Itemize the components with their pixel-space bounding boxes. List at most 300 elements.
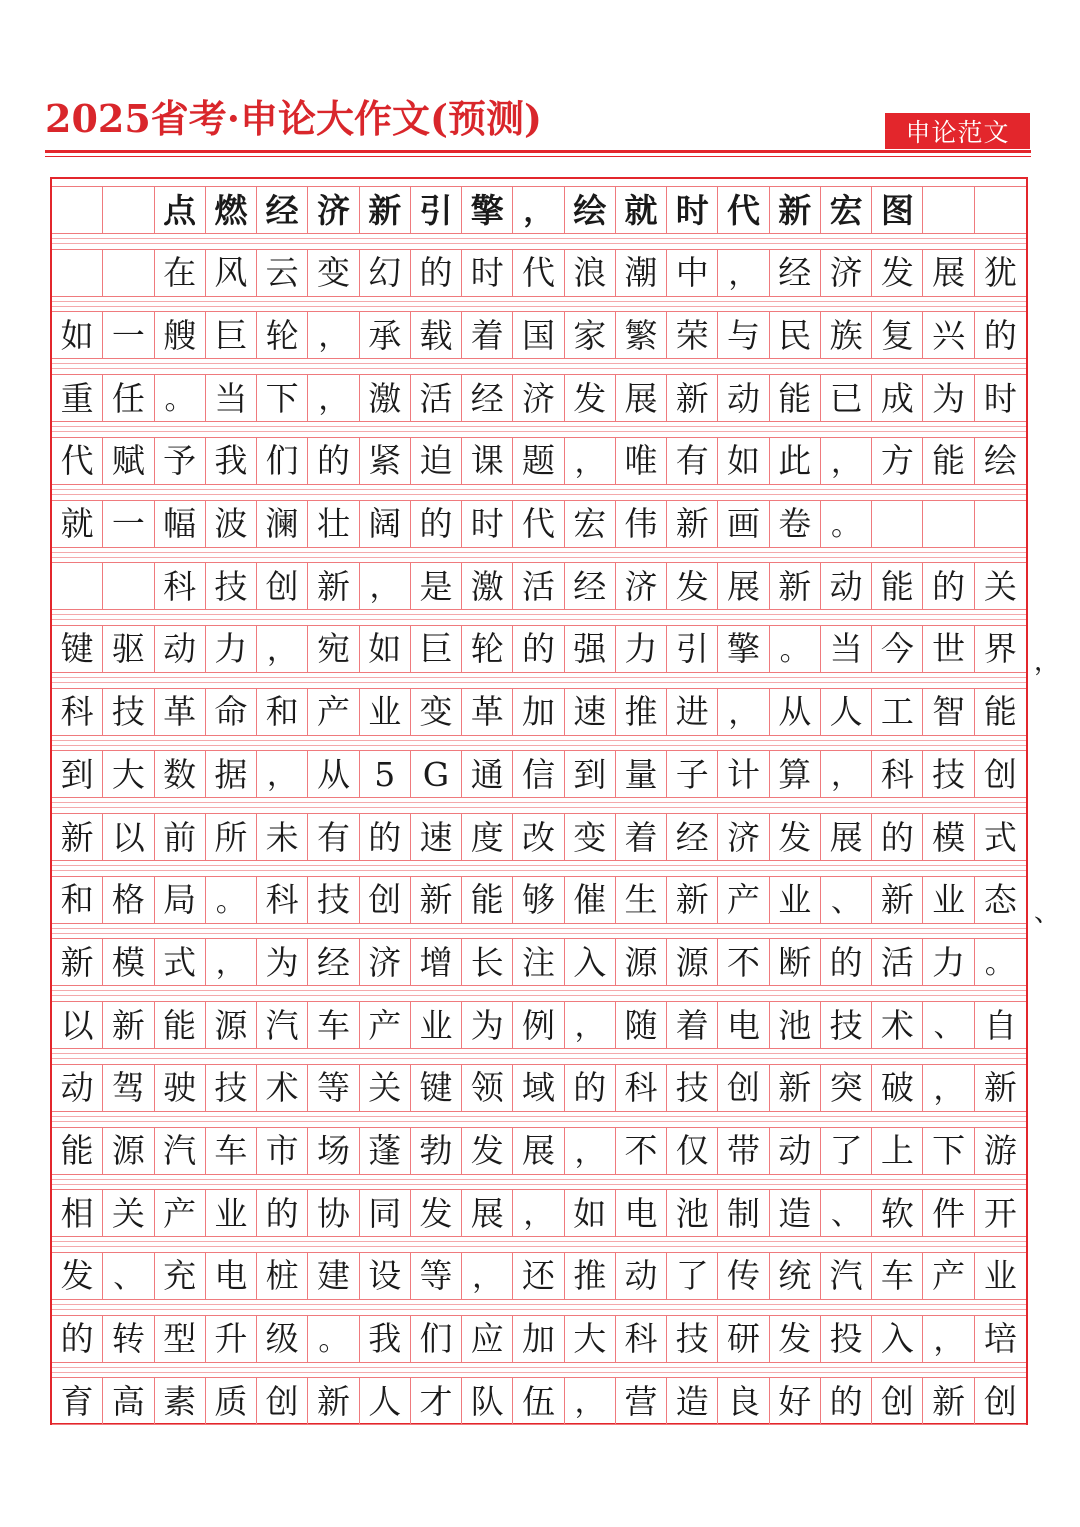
grid-cell: 发 bbox=[565, 374, 616, 422]
grid-cell: 济 bbox=[308, 186, 359, 234]
grid-cell: 汽 bbox=[155, 1127, 206, 1175]
grid-cell: 当 bbox=[821, 625, 872, 673]
grid-cell: 轮 bbox=[257, 311, 308, 359]
grid-cell: 领 bbox=[462, 1064, 513, 1112]
grid-cell: 入 bbox=[565, 938, 616, 986]
grid-cell: 上 bbox=[872, 1127, 923, 1175]
grid-cell: 代 bbox=[513, 249, 564, 297]
grid-cell: 通 bbox=[462, 750, 513, 798]
grid-cell: 繁 bbox=[616, 311, 667, 359]
grid-cell: 工 bbox=[872, 688, 923, 736]
grid-cell: 重 bbox=[52, 374, 103, 422]
grid-cell: 革 bbox=[155, 688, 206, 736]
grid-cell: 绘 bbox=[565, 186, 616, 234]
grid-cell: 研 bbox=[718, 1315, 769, 1363]
grid-cell: 为 bbox=[462, 1001, 513, 1049]
grid-cell: 例 bbox=[513, 1001, 564, 1049]
grid-cell: ， bbox=[718, 688, 769, 736]
grid-row bbox=[52, 1377, 1026, 1425]
grid-cell: ， bbox=[308, 374, 359, 422]
grid-cell: 同 bbox=[360, 1189, 411, 1237]
grid-cell: 的 bbox=[308, 437, 359, 485]
grid-cell: 造 bbox=[770, 1189, 821, 1237]
grid-cell: 驱 bbox=[103, 625, 154, 673]
grid-row bbox=[52, 437, 1026, 485]
grid-cell: 未 bbox=[257, 813, 308, 861]
grid-cell: 在 bbox=[155, 249, 206, 297]
grid-cell: 突 bbox=[821, 1064, 872, 1112]
grid-cell: 巨 bbox=[411, 625, 462, 673]
grid-cell: 燃 bbox=[206, 186, 257, 234]
grid-cell: 中 bbox=[667, 249, 718, 297]
grid-cell: 技 bbox=[667, 1064, 718, 1112]
grid-row bbox=[52, 688, 1026, 736]
grid-row bbox=[52, 876, 1026, 924]
grid-cell: 。 bbox=[975, 938, 1026, 986]
grid-cell: 从 bbox=[770, 688, 821, 736]
grid-cell: ， bbox=[821, 437, 872, 485]
grid-row bbox=[52, 750, 1026, 798]
grid-cell: 技 bbox=[206, 562, 257, 610]
grid-cell: 宏 bbox=[821, 186, 872, 234]
grid-cell: 科 bbox=[872, 750, 923, 798]
grid-cell: 发 bbox=[411, 1189, 462, 1237]
grid-cell: 游 bbox=[975, 1127, 1026, 1175]
grid-cell: 引 bbox=[411, 186, 462, 234]
grid-cell: 动 bbox=[52, 1064, 103, 1112]
grid-cell bbox=[103, 249, 154, 297]
grid-cell: 度 bbox=[462, 813, 513, 861]
grid-cell: 还 bbox=[513, 1252, 564, 1300]
grid-row bbox=[52, 625, 1026, 673]
grid-cell: 艘 bbox=[155, 311, 206, 359]
grid-cell: 车 bbox=[872, 1252, 923, 1300]
grid-cell: 的 bbox=[975, 311, 1026, 359]
grid-cell: 以 bbox=[103, 813, 154, 861]
grid-cell: 当 bbox=[206, 374, 257, 422]
grid-cell: 经 bbox=[565, 562, 616, 610]
grid-cell: 的 bbox=[411, 500, 462, 548]
grid-cell: 转 bbox=[103, 1315, 154, 1363]
grid-cell: 速 bbox=[411, 813, 462, 861]
grid-row bbox=[52, 1315, 1026, 1363]
row-gap bbox=[52, 924, 1026, 938]
grid-cell: 如 bbox=[360, 625, 411, 673]
grid-cell: 图 bbox=[872, 186, 923, 234]
grid-cell: 不 bbox=[718, 938, 769, 986]
grid-cell: 激 bbox=[360, 374, 411, 422]
grid-cell: 量 bbox=[616, 750, 667, 798]
grid-cell: 下 bbox=[257, 374, 308, 422]
grid-cell: 创 bbox=[257, 562, 308, 610]
grid-cell: 点 bbox=[155, 186, 206, 234]
grid-cell: 的 bbox=[411, 249, 462, 297]
grid-cell: 新 bbox=[360, 186, 411, 234]
grid-cell: 。 bbox=[308, 1315, 359, 1363]
grid-cell: 育 bbox=[52, 1377, 103, 1425]
grid-cell: 与 bbox=[718, 311, 769, 359]
grid-cell: 济 bbox=[616, 562, 667, 610]
grid-cell: 电 bbox=[718, 1001, 769, 1049]
grid-cell: 承 bbox=[360, 311, 411, 359]
grid-cell: 产 bbox=[923, 1252, 974, 1300]
grid-cell: 犹 bbox=[975, 249, 1026, 297]
row-gap bbox=[52, 422, 1026, 436]
grid-cell: 入 bbox=[872, 1315, 923, 1363]
grid-cell: 技 bbox=[206, 1064, 257, 1112]
grid-cell: 伍 bbox=[513, 1377, 564, 1425]
grid-cell: ， bbox=[565, 437, 616, 485]
grid-row bbox=[52, 249, 1026, 297]
grid-cell: 有 bbox=[667, 437, 718, 485]
grid-cell: 增 bbox=[411, 938, 462, 986]
grid-cell: 加 bbox=[513, 688, 564, 736]
grid-cell: 5 bbox=[360, 750, 411, 798]
grid-cell: 风 bbox=[206, 249, 257, 297]
grid-cell: ， bbox=[206, 938, 257, 986]
grid-cell: 才 bbox=[411, 1377, 462, 1425]
grid-cell: 我 bbox=[360, 1315, 411, 1363]
header-rule-thin bbox=[45, 156, 1031, 157]
grid-cell: 科 bbox=[52, 688, 103, 736]
grid-cell bbox=[975, 500, 1026, 548]
grid-cell: 算 bbox=[770, 750, 821, 798]
grid-cell: 宛 bbox=[308, 625, 359, 673]
grid-cell: 大 bbox=[565, 1315, 616, 1363]
grid-cell: 创 bbox=[718, 1064, 769, 1112]
grid-cell: 产 bbox=[360, 1001, 411, 1049]
grid-cell: 创 bbox=[975, 1377, 1026, 1425]
grid-cell: 民 bbox=[770, 311, 821, 359]
row-gap bbox=[52, 1300, 1026, 1314]
grid-row bbox=[52, 1189, 1026, 1237]
grid-cell bbox=[975, 186, 1026, 234]
grid-cell: 注 bbox=[513, 938, 564, 986]
row-gap bbox=[52, 1363, 1026, 1377]
grid-cell: 、 bbox=[103, 1252, 154, 1300]
grid-cell: 关 bbox=[975, 562, 1026, 610]
grid-cell: 族 bbox=[821, 311, 872, 359]
grid-cell: 源 bbox=[667, 938, 718, 986]
grid-cell: 相 bbox=[52, 1189, 103, 1237]
row-gap bbox=[52, 359, 1026, 373]
grid-row bbox=[52, 1064, 1026, 1112]
grid-cell: 技 bbox=[308, 876, 359, 924]
grid-cell: 时 bbox=[462, 249, 513, 297]
grid-cell: 经 bbox=[308, 938, 359, 986]
grid-cell bbox=[52, 186, 103, 234]
grid-cell: 协 bbox=[308, 1189, 359, 1237]
row-gap bbox=[52, 673, 1026, 687]
grid-cell: 济 bbox=[821, 249, 872, 297]
grid-cell: 新 bbox=[103, 1001, 154, 1049]
grid-cell: 新 bbox=[308, 562, 359, 610]
grid-cell: 质 bbox=[206, 1377, 257, 1425]
grid-cell: 改 bbox=[513, 813, 564, 861]
grid-cell: 造 bbox=[667, 1377, 718, 1425]
grid-cell: 子 bbox=[667, 750, 718, 798]
grid-cell: 、 bbox=[821, 1189, 872, 1237]
grid-cell: 新 bbox=[411, 876, 462, 924]
row-gap bbox=[52, 485, 1026, 499]
grid-cell: 等 bbox=[411, 1252, 462, 1300]
grid-cell: 展 bbox=[513, 1127, 564, 1175]
grid-cell: 是 bbox=[411, 562, 462, 610]
grid-cell: 汽 bbox=[821, 1252, 872, 1300]
grid-cell: 波 bbox=[206, 500, 257, 548]
grid-cell bbox=[52, 249, 103, 297]
grid-cell: 业 bbox=[975, 1252, 1026, 1300]
grid-cell: 。 bbox=[206, 876, 257, 924]
grid-cell: 变 bbox=[308, 249, 359, 297]
row-gap bbox=[52, 297, 1026, 311]
grid-cell: 新 bbox=[667, 500, 718, 548]
grid-cell: 创 bbox=[975, 750, 1026, 798]
grid-cell: 界 bbox=[975, 625, 1026, 673]
grid-cell: 驾 bbox=[103, 1064, 154, 1112]
grid-cell: 着 bbox=[462, 311, 513, 359]
grid-cell: 的 bbox=[257, 1189, 308, 1237]
grid-cell: 着 bbox=[667, 1001, 718, 1049]
grid-cell: 画 bbox=[718, 500, 769, 548]
grid-cell: 经 bbox=[462, 374, 513, 422]
grid-cell: 业 bbox=[360, 688, 411, 736]
grid-cell: 新 bbox=[667, 876, 718, 924]
grid-cell: 升 bbox=[206, 1315, 257, 1363]
grid-cell: G bbox=[411, 750, 462, 798]
grid-cell: 蓬 bbox=[360, 1127, 411, 1175]
grid-cell: 级 bbox=[257, 1315, 308, 1363]
grid-cell: 以 bbox=[52, 1001, 103, 1049]
grid-cell: 到 bbox=[565, 750, 616, 798]
grid-cell: 池 bbox=[770, 1001, 821, 1049]
grid-cell: 推 bbox=[616, 688, 667, 736]
grid-cell: 。 bbox=[155, 374, 206, 422]
grid-cell: 展 bbox=[616, 374, 667, 422]
grid-cell: 车 bbox=[206, 1127, 257, 1175]
grid-cell: 能 bbox=[155, 1001, 206, 1049]
grid-cell: 课 bbox=[462, 437, 513, 485]
grid-cell: 迫 bbox=[411, 437, 462, 485]
grid-cell: 据 bbox=[206, 750, 257, 798]
grid-cell: 勃 bbox=[411, 1127, 462, 1175]
grid-cell bbox=[923, 500, 974, 548]
grid-cell: 大 bbox=[103, 750, 154, 798]
grid-row bbox=[52, 813, 1026, 861]
row-gap bbox=[52, 736, 1026, 750]
grid-cell: 键 bbox=[411, 1064, 462, 1112]
grid-cell: 发 bbox=[667, 562, 718, 610]
grid-cell: 卷 bbox=[770, 500, 821, 548]
grid-cell: 桩 bbox=[257, 1252, 308, 1300]
grid-cell: 为 bbox=[923, 374, 974, 422]
grid-cell: 。 bbox=[821, 500, 872, 548]
grid-cell: 件 bbox=[923, 1189, 974, 1237]
grid-cell: 云 bbox=[257, 249, 308, 297]
grid-row bbox=[52, 311, 1026, 359]
grid-cell: 代 bbox=[513, 500, 564, 548]
row-gap bbox=[52, 1049, 1026, 1063]
grid-cell: 前 bbox=[155, 813, 206, 861]
grid-cell: 了 bbox=[821, 1127, 872, 1175]
grid-cell: 复 bbox=[872, 311, 923, 359]
grid-cell: 如 bbox=[718, 437, 769, 485]
grid-cell: 能 bbox=[770, 374, 821, 422]
grid-cell: 型 bbox=[155, 1315, 206, 1363]
grid-cell: 革 bbox=[462, 688, 513, 736]
grid-cell: 创 bbox=[872, 1377, 923, 1425]
grid-cell: 科 bbox=[616, 1315, 667, 1363]
grid-cell: 幅 bbox=[155, 500, 206, 548]
grid-cell: 赋 bbox=[103, 437, 154, 485]
grid-cell: 澜 bbox=[257, 500, 308, 548]
grid-cell: 命 bbox=[206, 688, 257, 736]
grid-cell: 如 bbox=[565, 1189, 616, 1237]
grid-cell: 带 bbox=[718, 1127, 769, 1175]
grid-cell: ， bbox=[257, 625, 308, 673]
grid-cell: 载 bbox=[411, 311, 462, 359]
grid-cell: 动 bbox=[770, 1127, 821, 1175]
grid-cell: 的 bbox=[52, 1315, 103, 1363]
grid-cell: 伟 bbox=[616, 500, 667, 548]
grid-cell bbox=[103, 186, 154, 234]
grid-cell: 时 bbox=[667, 186, 718, 234]
grid-cell: 术 bbox=[257, 1064, 308, 1112]
grid-cell: 幻 bbox=[360, 249, 411, 297]
grid-cell: 代 bbox=[52, 437, 103, 485]
grid-cell: 我 bbox=[206, 437, 257, 485]
grid-cell: 新 bbox=[770, 186, 821, 234]
grid-row bbox=[52, 562, 1026, 610]
grid-cell: 力 bbox=[616, 625, 667, 673]
grid-cell: 充 bbox=[155, 1252, 206, 1300]
grid-cell: 式 bbox=[155, 938, 206, 986]
grid-cell: 从 bbox=[308, 750, 359, 798]
grid-cell: ， bbox=[308, 311, 359, 359]
grid-cell: 的 bbox=[513, 625, 564, 673]
grid-cell: 业 bbox=[206, 1189, 257, 1237]
row-gap bbox=[52, 548, 1026, 562]
grid-cell: 展 bbox=[821, 813, 872, 861]
grid-cell: 们 bbox=[257, 437, 308, 485]
grid-cell: 业 bbox=[411, 1001, 462, 1049]
grid-cell: 仅 bbox=[667, 1127, 718, 1175]
grid-cell: 汽 bbox=[257, 1001, 308, 1049]
grid-cell: 方 bbox=[872, 437, 923, 485]
grid-cell: 模 bbox=[103, 938, 154, 986]
row-gap bbox=[52, 798, 1026, 812]
grid-row bbox=[52, 1001, 1026, 1049]
grid-cell: 创 bbox=[257, 1377, 308, 1425]
grid-cell: 制 bbox=[718, 1189, 769, 1237]
grid-cell: 任 bbox=[103, 374, 154, 422]
grid-cell: 予 bbox=[155, 437, 206, 485]
grid-cell: 时 bbox=[462, 500, 513, 548]
row-gap bbox=[52, 234, 1026, 248]
grid-cell: 等 bbox=[308, 1064, 359, 1112]
grid-cell: 断 bbox=[770, 938, 821, 986]
grid-cell: 、 bbox=[821, 876, 872, 924]
grid-cell: 计 bbox=[718, 750, 769, 798]
grid-cell: 场 bbox=[308, 1127, 359, 1175]
grid-cell: 新 bbox=[770, 562, 821, 610]
grid-cell: 不 bbox=[616, 1127, 667, 1175]
grid-cell: 变 bbox=[411, 688, 462, 736]
grid-cell: 长 bbox=[462, 938, 513, 986]
grid-cell: 良 bbox=[718, 1377, 769, 1425]
grid-cell: 紧 bbox=[360, 437, 411, 485]
grid-cell: 新 bbox=[52, 938, 103, 986]
grid-cell: 素 bbox=[155, 1377, 206, 1425]
grid-cell: 电 bbox=[206, 1252, 257, 1300]
grid-cell bbox=[923, 186, 974, 234]
grid-cell: 活 bbox=[513, 562, 564, 610]
grid-cell: 发 bbox=[462, 1127, 513, 1175]
grid-cell: 推 bbox=[565, 1252, 616, 1300]
grid-cell: 产 bbox=[718, 876, 769, 924]
grid-cell: 经 bbox=[770, 249, 821, 297]
grid-cell: 动 bbox=[821, 562, 872, 610]
grid-cell: 数 bbox=[155, 750, 206, 798]
grid-cell: 代 bbox=[718, 186, 769, 234]
grid-cell: 高 bbox=[103, 1377, 154, 1425]
grid-cell: ， bbox=[923, 1064, 974, 1112]
header-rule-thick bbox=[45, 150, 1031, 153]
row-gap bbox=[52, 610, 1026, 624]
grid-cell: 一 bbox=[103, 311, 154, 359]
grid-cell: 域 bbox=[513, 1064, 564, 1112]
grid-cell: 经 bbox=[667, 813, 718, 861]
grid-cell: 动 bbox=[616, 1252, 667, 1300]
grid-cell: 信 bbox=[513, 750, 564, 798]
grid-row bbox=[52, 186, 1026, 234]
grid-cell: 荣 bbox=[667, 311, 718, 359]
grid-cell: 就 bbox=[52, 500, 103, 548]
grid-cell: ， bbox=[513, 186, 564, 234]
grid-cell: 就 bbox=[616, 186, 667, 234]
grid-cell: 如 bbox=[52, 311, 103, 359]
grid-cell: 局 bbox=[155, 876, 206, 924]
grid-cell: 济 bbox=[718, 813, 769, 861]
grid-cell: 人 bbox=[821, 688, 872, 736]
grid-cell: 世 bbox=[923, 625, 974, 673]
grid-cell: 队 bbox=[462, 1377, 513, 1425]
grid-cell: 新 bbox=[770, 1064, 821, 1112]
grid-cell: 所 bbox=[206, 813, 257, 861]
grid-cell: 新 bbox=[667, 374, 718, 422]
grid-cell: 能 bbox=[52, 1127, 103, 1175]
grid-cell: 电 bbox=[616, 1189, 667, 1237]
grid-row bbox=[52, 500, 1026, 548]
grid-cell: 变 bbox=[565, 813, 616, 861]
grid-cell: 科 bbox=[616, 1064, 667, 1112]
grid-cell: 着 bbox=[616, 813, 667, 861]
grid-cell: ， bbox=[718, 249, 769, 297]
grid-cell: 格 bbox=[103, 876, 154, 924]
grid-cell: 科 bbox=[257, 876, 308, 924]
grid-cell: 成 bbox=[872, 374, 923, 422]
grid-cell: 统 bbox=[770, 1252, 821, 1300]
grid-cell: 生 bbox=[616, 876, 667, 924]
grid-cell: 产 bbox=[308, 688, 359, 736]
grid-cell: 一 bbox=[103, 500, 154, 548]
grid-cell: 业 bbox=[770, 876, 821, 924]
grid-cell: 键 bbox=[52, 625, 103, 673]
grid-cell: 源 bbox=[103, 1127, 154, 1175]
grid-cell: 智 bbox=[923, 688, 974, 736]
grid-cell: 好 bbox=[770, 1377, 821, 1425]
grid-cell: 活 bbox=[872, 938, 923, 986]
